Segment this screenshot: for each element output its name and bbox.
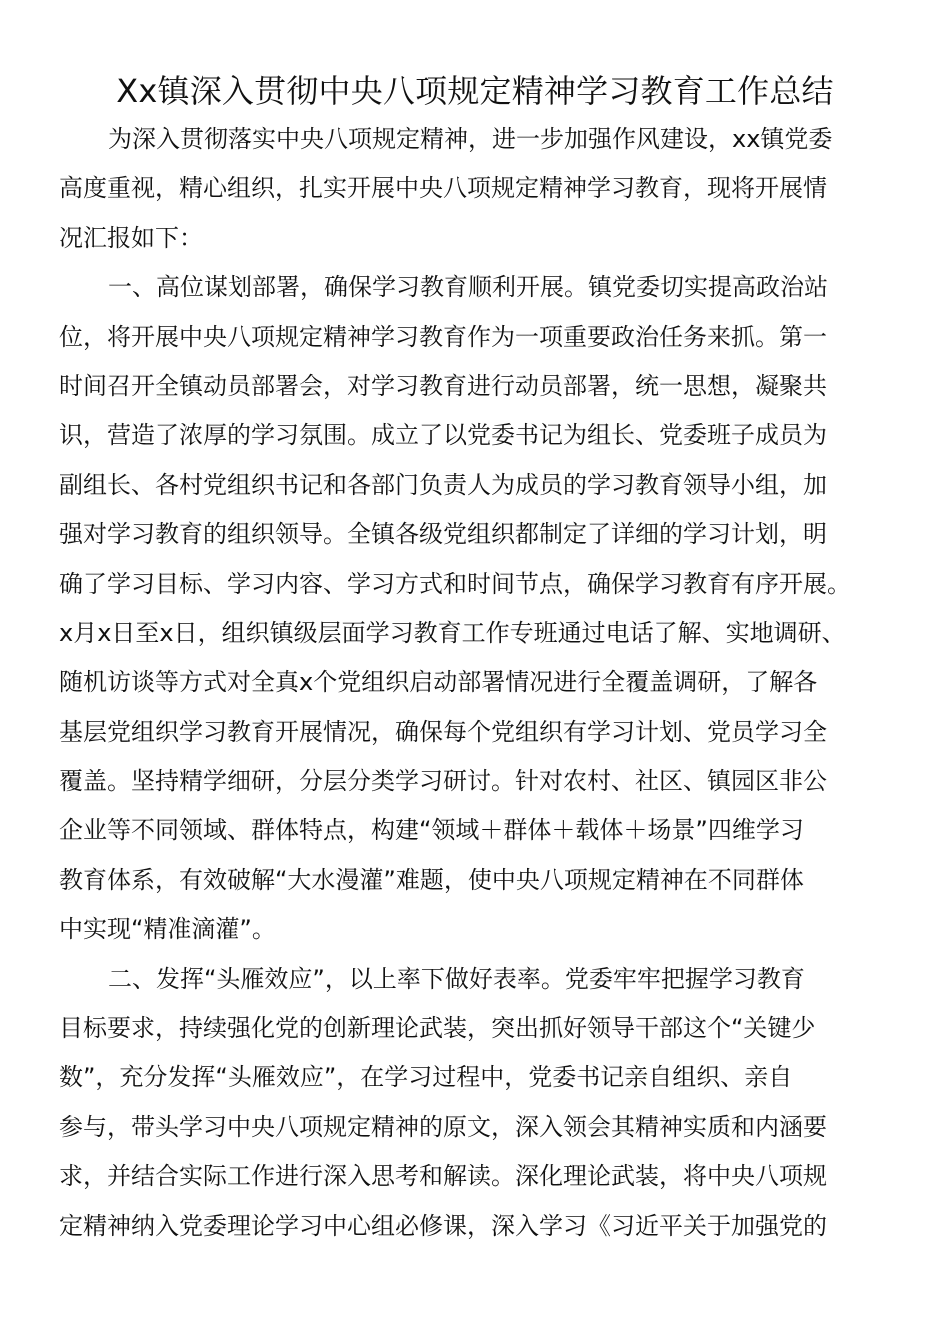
section-two-line: 目标要求，持续强化党的创新理论武装，突出抓好领导干部这个“关键少 bbox=[59, 1014, 816, 1043]
intro-line: 况汇报如下： bbox=[59, 223, 203, 252]
section-one-line: 覆盖。坚持精学细研，分层分类学习研讨。针对农村、社区、镇园区非公 bbox=[59, 767, 827, 796]
section-one-line: 强对学习教育的组织领导。全镇各级党组织都制定了详细的学习计划，明 bbox=[59, 520, 827, 549]
section-two-line: 求，并结合实际工作进行深入思考和解读。深化理论武装，将中央八项规 bbox=[59, 1162, 827, 1191]
section-one-line: 识，营造了浓厚的学习氛围。成立了以党委书记为组长、党委班子成员为 bbox=[59, 421, 827, 450]
section-one-line: 一、高位谋划部署，确保学习教育顺利开展。镇党委切实提高政治站 bbox=[108, 273, 828, 302]
section-one-line: 副组长、各村党组织书记和各部门负责人为成员的学习教育领导小组，加 bbox=[59, 470, 827, 499]
document-title: Xx镇深入贯彻中央八项规定精神学习教育工作总结 bbox=[116, 72, 834, 110]
section-one-line: 教育体系，有效破解“大水漫灌”难题，使中央八项规定精神在不同群体 bbox=[59, 865, 804, 894]
section-one-line: 随机访谈等方式对全真x个党组织启动部署情况进行全覆盖调研，了解各 bbox=[59, 668, 818, 697]
intro-line: 高度重视，精心组织，扎实开展中央八项规定精神学习教育，现将开展情 bbox=[59, 174, 827, 203]
document-body bbox=[59, 115, 889, 1251]
section-two-line: 数”，充分发挥“头雁效应”，在学习过程中，党委书记亲自组织、亲自 bbox=[59, 1063, 793, 1092]
section-two-line: 定精神纳入党委理论学习中心组必修课，深入学习《习近平关于加强党的 bbox=[59, 1211, 827, 1240]
section-one-line: x月x日至x日，组织镇级层面学习教育工作专班通过电话了解、实地调研、 bbox=[59, 618, 846, 647]
section-one-line: 位，将开展中央八项规定精神学习教育作为一项重要政治任务来抓。第一 bbox=[59, 322, 827, 351]
section-one-line: 确了学习目标、学习内容、学习方式和时间节点，确保学习教育有序开展。 bbox=[59, 569, 851, 598]
section-one-line: 企业等不同领域、群体特点，构建“领域＋群体＋载体＋场景”四维学习 bbox=[59, 816, 804, 845]
intro-line: 为深入贯彻落实中央八项规定精神，进一步加强作风建设，xx镇党委 bbox=[108, 125, 833, 153]
section-two-line: 二、发挥“头雁效应”，以上率下做好表率。党委牢牢把握学习教育 bbox=[108, 964, 805, 993]
section-one-line: 基层党组织学习教育开展情况，确保每个党组织有学习计划、党员学习全 bbox=[59, 717, 827, 746]
section-two-line: 参与，带头学习中央八项规定精神的原文，深入领会其精神实质和内涵要 bbox=[59, 1112, 827, 1141]
section-one-line: 时间召开全镇动员部署会，对学习教育进行动员部署，统一思想，凝聚共 bbox=[59, 371, 827, 400]
section-one-line: 中实现“精准滴灌”。 bbox=[59, 915, 276, 944]
